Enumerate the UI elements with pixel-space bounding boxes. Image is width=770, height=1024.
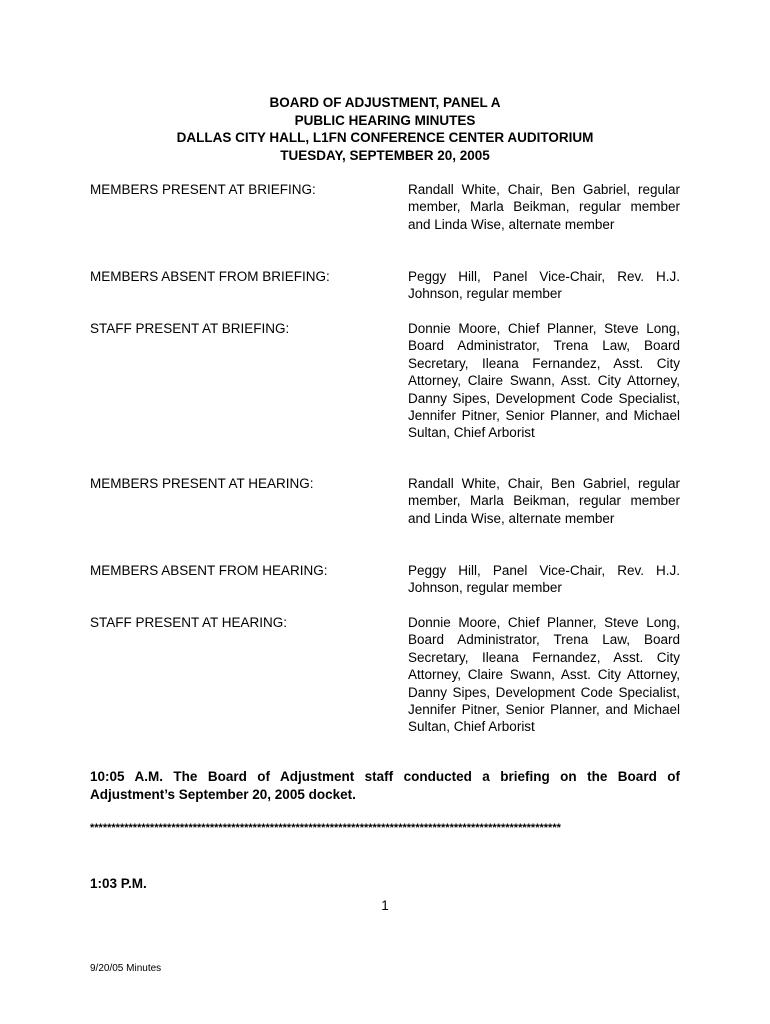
attendance-value: Peggy Hill, Panel Vice-Chair, Rev. H.J. Johnson, regular member bbox=[408, 269, 680, 302]
page-number: 1 bbox=[381, 898, 389, 913]
attendance-value: Randall White, Chair, Ben Gabriel, regular member, Marla Beikman, regular member and Linda Wise, alternate member bbox=[408, 182, 680, 232]
header-title: BOARD OF ADJUSTMENT, PANEL A bbox=[269, 95, 501, 110]
attendance-label: MEMBERS PRESENT AT HEARING: bbox=[90, 476, 314, 491]
header-date: TUESDAY, SEPTEMBER 20, 2005 bbox=[280, 147, 490, 163]
attendance-label: STAFF PRESENT AT HEARING: bbox=[90, 615, 288, 630]
attendance-value: Donnie Moore, Chief Planner, Steve Long, Board Administrator, Trena Law, Board Secretary, Ileana Fernandez, Asst. City Attorney, Claire Swann, Asst. City Attorney, Danny Sipes, Development Code Specialist, Jennifer Pitner, Senior Planner, and Michael Sultan, Chief Arborist bbox=[408, 615, 680, 735]
header-location: DALLAS CITY HALL, L1FN CONFERENCE CENTER AUDITORIUM bbox=[176, 130, 594, 145]
briefing-note: 10:05 A.M. The Board of Adjustment staff conducted a briefing on the Board of Adjustment’s September 20, 2005 docket. bbox=[90, 769, 680, 802]
header-subtitle: PUBLIC HEARING MINUTES bbox=[294, 112, 476, 128]
attendance-label: MEMBERS PRESENT AT BRIEFING: bbox=[90, 182, 316, 197]
separator-line: ************************************************************************************************************** bbox=[90, 822, 561, 834]
attendance-value: Randall White, Chair, Ben Gabriel, regular member, Marla Beikman, regular member and Linda Wise, alternate member bbox=[408, 476, 680, 526]
attendance-label: MEMBERS ABSENT FROM HEARING: bbox=[90, 563, 328, 578]
attendance-value: Peggy Hill, Panel Vice-Chair, Rev. H.J. Johnson, regular member bbox=[408, 563, 680, 596]
document-header bbox=[90, 94, 680, 164]
hearing-time: 1:03 P.M. bbox=[90, 876, 147, 891]
footer-text: 9/20/05 Minutes bbox=[90, 963, 162, 974]
attendance-label: MEMBERS ABSENT FROM BRIEFING: bbox=[90, 269, 330, 284]
attendance-label: STAFF PRESENT AT BRIEFING: bbox=[90, 321, 290, 336]
attendance-value: Donnie Moore, Chief Planner, Steve Long, Board Administrator, Trena Law, Board Secretary, Ileana Fernandez, Asst. City Attorney, Claire Swann, Asst. City Attorney, Danny Sipes, Development Code Specialist, Jennifer Pitner, Senior Planner, and Michael Sultan, Chief Arborist bbox=[408, 321, 680, 441]
